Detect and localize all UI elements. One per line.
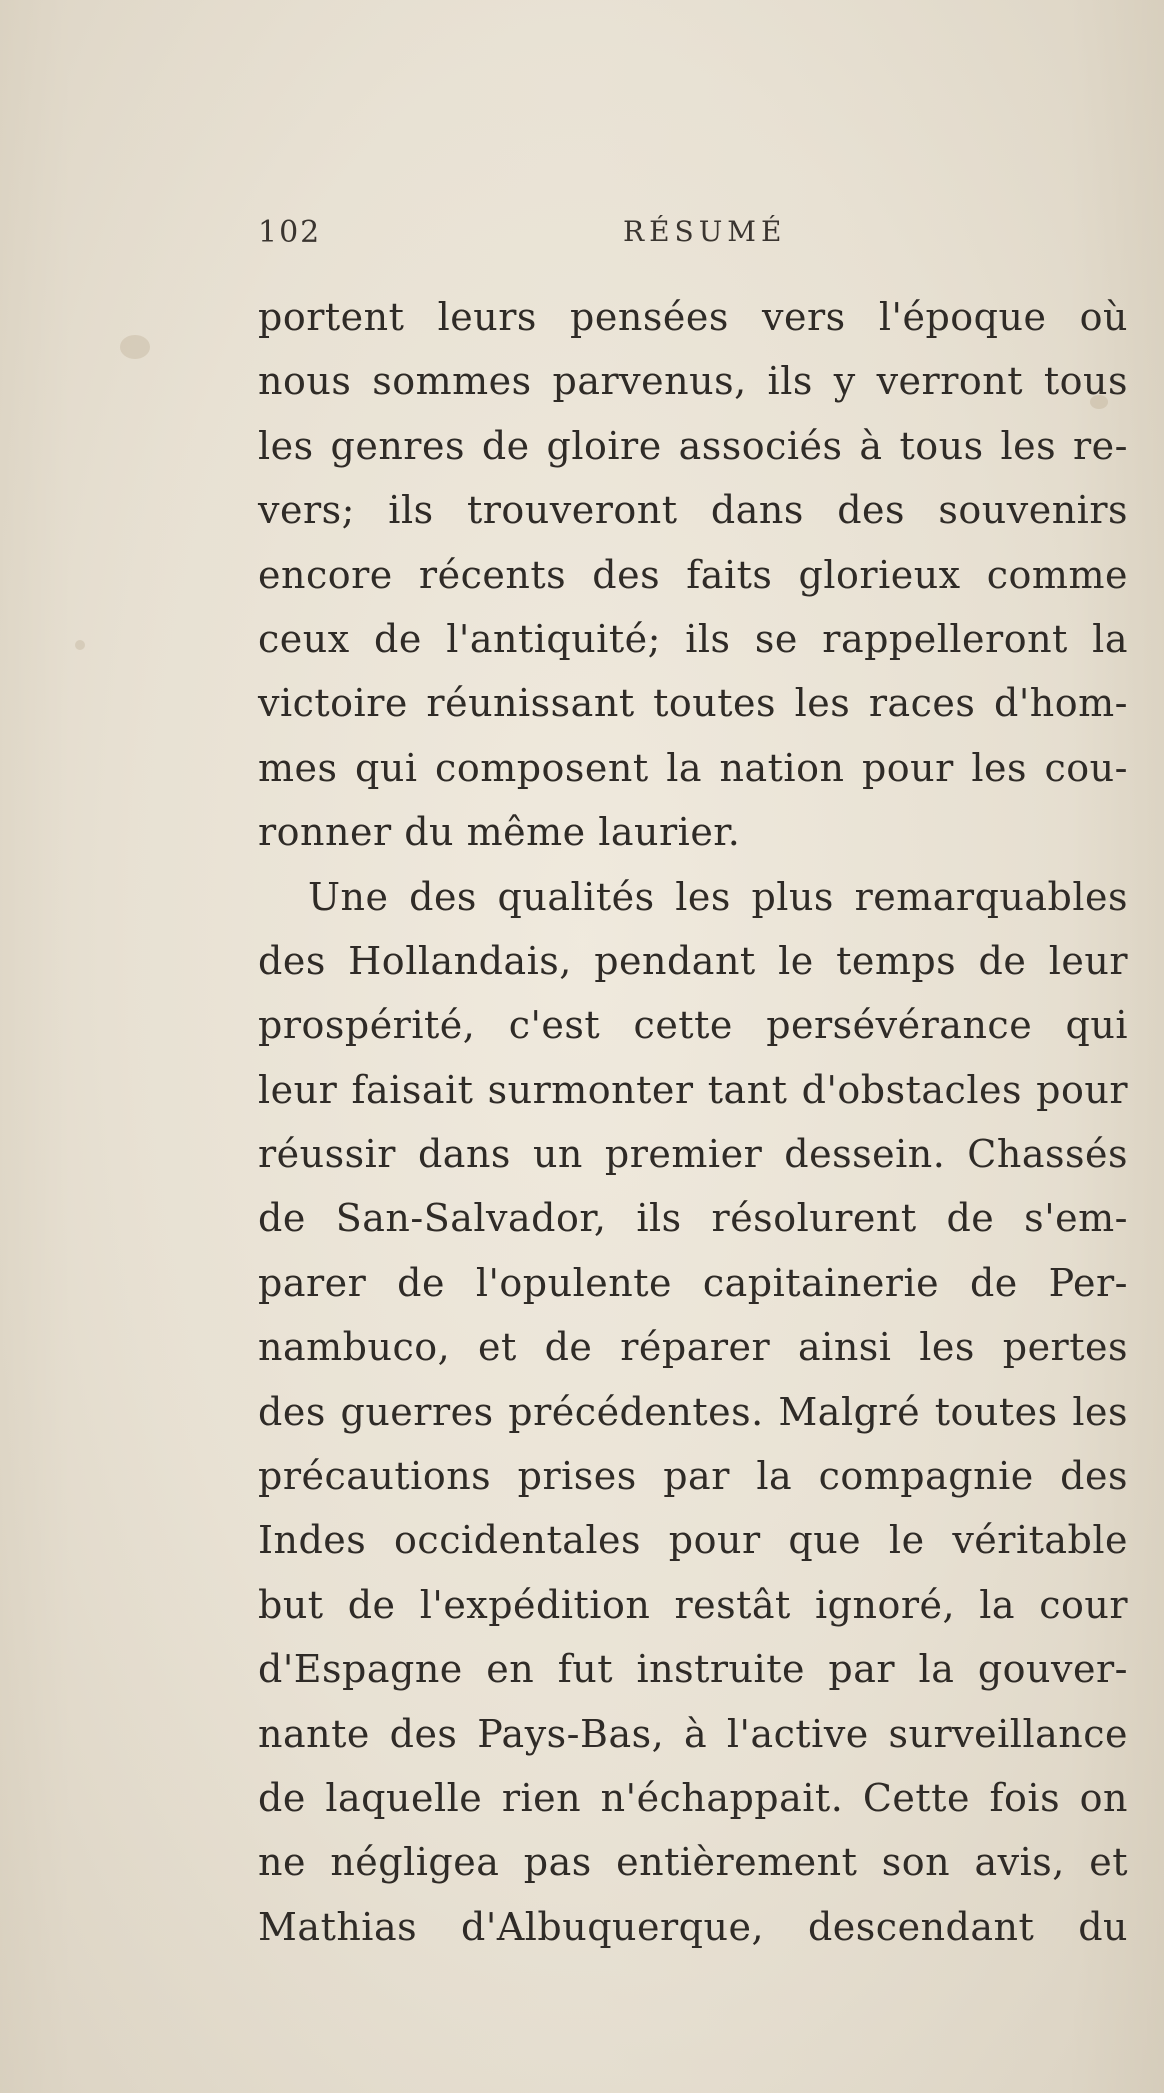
text-line: Une des qualités les plus remarquables <box>308 874 1128 919</box>
text-line: ceux de l'antiquité; ils se rappelleront la <box>258 616 1128 661</box>
text-line: Indes occidentales pour que le véritable <box>258 1518 1128 1563</box>
text-line: Mathias d'Albuquerque, descendant du <box>258 1904 1128 1949</box>
text-line: prospérité, c'est cette persévérance qui <box>258 1003 1128 1048</box>
running-head <box>258 215 798 261</box>
text-line: vers; ils trouveront dans des souvenirs <box>258 488 1128 533</box>
text-line: leur faisait surmonter tant d'obstacles pour <box>258 1067 1128 1112</box>
body-text <box>258 285 1128 1959</box>
text-line: réussir dans un premier dessein. Chassés <box>258 1132 1128 1177</box>
text-line: victoire réunissant toutes les races d'hom- <box>258 681 1128 726</box>
text-line: ronner du même laurier. <box>258 810 741 855</box>
page-number: 102 <box>258 215 322 250</box>
text-line: de San-Salvador, ils résolurent de s'em- <box>258 1196 1128 1241</box>
text-line: mes qui composent la nation pour les cou- <box>258 745 1128 790</box>
text-line: nante des Pays-Bas, à l'active surveillance <box>258 1711 1128 1756</box>
text-line: les genres de gloire associés à tous les re- <box>258 423 1128 468</box>
text-line: portent leurs pensées vers l'époque où <box>258 295 1128 339</box>
text-line: nambuco, et de réparer ainsi les pertes <box>258 1325 1128 1370</box>
text-line: encore récents des faits glorieux comme <box>258 552 1128 597</box>
text-line: d'Espagne en fut instruite par la gouver- <box>258 1647 1128 1692</box>
text-line: ne négligea pas entièrement son avis, et <box>258 1840 1128 1885</box>
text-line: nous sommes parvenus, ils y verront tous <box>258 359 1128 404</box>
paper-stain <box>120 335 150 359</box>
text-line: but de l'expédition restât ignoré, la cour <box>258 1582 1128 1627</box>
text-line: des guerres précédentes. Malgré toutes les <box>258 1389 1128 1434</box>
paper-stain <box>75 640 85 650</box>
text-line: précautions prises par la compagnie des <box>258 1454 1128 1499</box>
text-line: des Hollandais, pendant le temps de leur <box>258 938 1128 983</box>
running-title: RÉSUMÉ <box>623 215 787 248</box>
text-line: parer de l'opulente capitainerie de Per- <box>258 1260 1128 1305</box>
text-line: de laquelle rien n'échappait. Cette fois on <box>258 1775 1128 1820</box>
